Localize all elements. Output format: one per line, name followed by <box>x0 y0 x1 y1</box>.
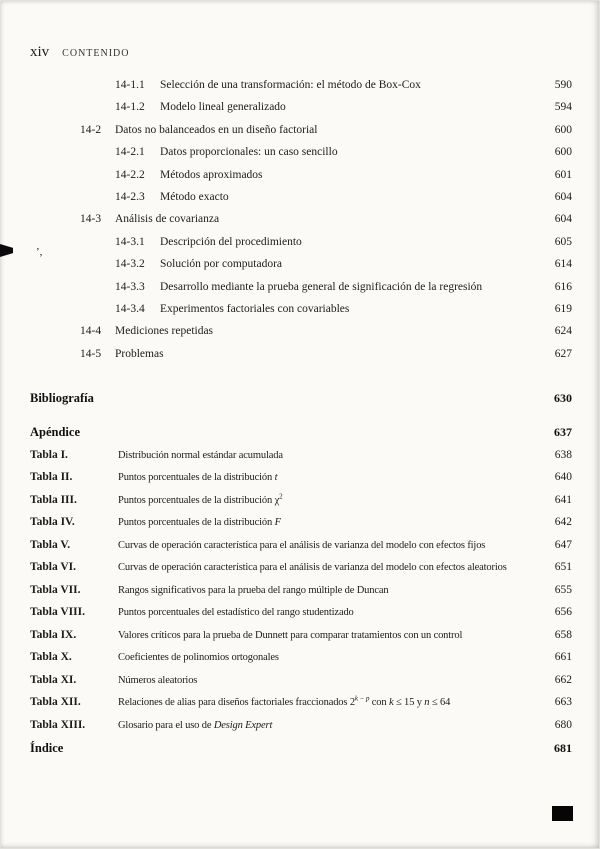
entry-title: Métodos aproximados <box>160 168 263 181</box>
entry-number: 14-2 <box>80 123 102 136</box>
back-matter-row <box>30 605 572 620</box>
running-head: CONTENIDO <box>62 48 130 59</box>
toc-entry-row <box>30 186 572 208</box>
entry-label: Índice <box>30 741 64 755</box>
entry-page-number: 624 <box>554 325 572 338</box>
entry-label: Bibliografía <box>30 391 94 405</box>
entry-title: Desarrollo mediante la prueba general de significación de la regresión <box>160 280 483 293</box>
back-matter-row <box>30 650 572 665</box>
entry-page-number: 647 <box>554 538 572 551</box>
toc-entry-row <box>30 343 572 365</box>
entry-page-number: 619 <box>554 303 572 316</box>
entry-page-number: 662 <box>554 673 572 686</box>
toc-entry-row <box>30 253 572 275</box>
entry-number: 14-3.3 <box>115 280 145 293</box>
scan-artifact-left-blob <box>0 244 13 257</box>
toc-entry-row <box>30 320 572 342</box>
entry-number: 14-3.4 <box>115 303 145 316</box>
entry-title: Glosario para el uso de Design Expert <box>118 719 273 731</box>
entry-title: Método exacto <box>160 191 229 204</box>
entry-page-number: 681 <box>554 741 572 755</box>
entry-page-number: 630 <box>554 391 572 405</box>
entry-page-number: 641 <box>554 493 572 506</box>
entry-label: Tabla XI. <box>30 673 77 686</box>
toc-entry-row <box>30 164 572 186</box>
entry-title: Relaciones de alias para diseños factoriales fraccionados $2^{k - p}$ con k ≤ 15 y n ≤ 64 <box>118 694 451 708</box>
back-matter-row <box>30 424 572 440</box>
back-matter-row <box>30 695 572 710</box>
entry-label: Tabla IV. <box>30 516 75 528</box>
back-matter-row <box>30 718 572 733</box>
entry-page-number: 594 <box>554 101 572 114</box>
entry-title: Problemas <box>115 347 164 360</box>
entry-title: Puntos porcentuales de la distribución $\chi^2$ <box>118 492 283 506</box>
entry-title: Datos proporcionales: un caso sencillo <box>160 146 338 159</box>
entry-title: Análisis de covarianza <box>115 213 220 226</box>
entry-title: Selección de una transformación: el método de Box-Cox <box>160 79 421 91</box>
back-matter-row <box>30 583 572 598</box>
entry-page-number: 616 <box>554 280 572 293</box>
entry-page-number: 600 <box>554 123 572 136</box>
entry-number: 14-3.1 <box>115 235 145 248</box>
scan-artifact-tick: ’, <box>36 246 43 258</box>
back-matter-row <box>30 390 572 406</box>
entry-page-number: 590 <box>554 79 572 91</box>
back-matter-row <box>30 448 572 463</box>
back-matter-row <box>30 628 572 643</box>
entry-page-number: 651 <box>554 561 572 573</box>
entry-number: 14-2.3 <box>115 191 145 204</box>
toc-entry-row <box>30 96 572 118</box>
entry-page-number: 640 <box>554 471 572 483</box>
entry-page-number: 663 <box>554 696 572 708</box>
entry-title: Puntos porcentuales de la distribución t <box>118 472 278 483</box>
back-matter-row <box>30 470 572 485</box>
back-matter-row <box>30 538 572 553</box>
entry-label: Tabla VII. <box>30 583 81 596</box>
entry-page-number: 604 <box>554 191 572 204</box>
entry-page-number: 661 <box>554 651 572 663</box>
entry-number: 14-2.2 <box>115 168 145 181</box>
toc-entry-row <box>30 119 572 141</box>
entry-page-number: 638 <box>554 448 572 461</box>
entry-title: Solución por computadora <box>160 258 283 271</box>
entry-label: Tabla X. <box>30 651 72 663</box>
toc-entry-row <box>30 231 572 253</box>
chapter-entries-section <box>30 74 572 365</box>
entry-title: Coeficientes de polinomios ortogonales <box>118 652 279 663</box>
entry-label: Tabla XIII. <box>30 718 86 731</box>
entry-title: Valores críticos para la prueba de Dunnett para comparar tratamientos con un control <box>118 629 463 641</box>
entry-page-number: 605 <box>554 235 572 248</box>
toc-entry-row <box>30 74 572 96</box>
entry-title: Rangos significativos para la prueba del rango múltiple de Duncan <box>118 584 389 596</box>
scan-artifact-bottom-right-block <box>552 806 573 821</box>
entry-number: 14-3 <box>80 213 102 226</box>
entry-page-number: 656 <box>554 606 572 618</box>
entry-page-number: 614 <box>554 258 572 271</box>
entry-number: 14-5 <box>80 347 102 360</box>
entry-page-number: 604 <box>554 213 572 226</box>
entry-number: 14-3.2 <box>115 258 145 271</box>
entry-title: Curvas de operación característica para el análisis de varianza del modelo con efectos fijos <box>118 539 486 551</box>
entry-page-number: 627 <box>554 347 572 360</box>
page-folio: xiv <box>30 44 50 60</box>
page-header <box>30 44 130 61</box>
entry-title: Puntos porcentuales del estadístico del rango studentizado <box>118 607 354 618</box>
entry-label: Tabla V. <box>30 538 71 551</box>
entry-title: Puntos porcentuales de la distribución F <box>118 517 281 528</box>
entry-title: Curvas de operación característica para el análisis de varianza del modelo con efectos aleatorios <box>118 562 507 573</box>
entry-title: Experimentos factoriales con covariables <box>160 303 350 316</box>
entry-number: 14-4 <box>80 325 102 338</box>
entry-page-number: 680 <box>554 718 572 731</box>
entry-number: 14-2.1 <box>115 146 145 159</box>
entry-page-number: 642 <box>554 516 572 528</box>
entry-number: 14-1.1 <box>115 79 145 91</box>
back-matter-row <box>30 673 572 688</box>
entry-number: 14-1.2 <box>115 101 145 114</box>
entry-page-number: 658 <box>554 628 572 641</box>
toc-entry-row <box>30 141 572 163</box>
entry-title: Modelo lineal generalizado <box>160 101 286 114</box>
entry-page-number: 601 <box>554 168 572 181</box>
entry-title: Descripción del procedimiento <box>160 235 302 248</box>
entry-label: Tabla IX. <box>30 628 77 641</box>
entry-page-number: 600 <box>554 146 572 159</box>
entry-label: Apéndice <box>30 425 80 439</box>
back-matter-section <box>30 390 572 764</box>
toc-entry-row <box>30 276 572 298</box>
entry-title: Mediciones repetidas <box>115 325 214 338</box>
entry-label: Tabla II. <box>30 471 73 483</box>
toc-entry-row <box>30 208 572 230</box>
entry-title: Números aleatorios <box>118 674 198 686</box>
entry-label: Tabla VIII. <box>30 606 85 618</box>
back-matter-row <box>30 493 572 508</box>
back-matter-row <box>30 560 572 575</box>
entry-page-number: 637 <box>554 425 572 439</box>
entry-page-number: 655 <box>554 583 572 596</box>
back-matter-row <box>30 740 572 756</box>
toc-entry-row <box>30 298 572 320</box>
entry-label: Tabla VI. <box>30 561 77 573</box>
entry-title: Datos no balanceados en un diseño factorial <box>115 123 318 136</box>
entry-label: Tabla XII. <box>30 696 81 708</box>
back-matter-row <box>30 515 572 530</box>
entry-label: Tabla I. <box>30 448 68 461</box>
entry-label: Tabla III. <box>30 493 77 506</box>
entry-title: Distribución normal estándar acumulada <box>118 449 283 461</box>
